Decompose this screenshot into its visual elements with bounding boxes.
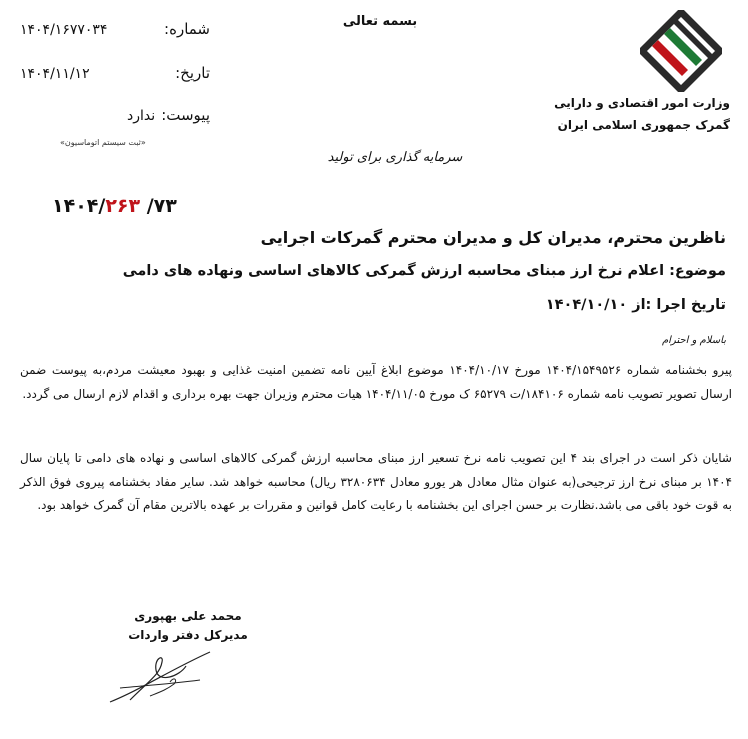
letter-number-row <box>20 20 210 38</box>
letter-number-label: شماره: <box>164 20 210 38</box>
year-motto: سرمایه گذاری برای تولید <box>327 150 463 165</box>
letter-date-label: تاریخ: <box>175 64 210 82</box>
reference-number <box>52 195 177 217</box>
automation-note: «ثبت سیستم اتوماسیون» <box>60 138 146 147</box>
ministry-name: وزارت امور اقتصادی و دارایی <box>554 96 730 110</box>
signer-name: محمد علی بهپوری <box>134 609 242 623</box>
signer-title: مدیرکل دفتر واردات <box>128 628 248 642</box>
salutation: باسلام و احترام <box>661 335 726 346</box>
handwritten-signature-icon <box>90 640 230 710</box>
basmala: بسمه تعالی <box>342 14 418 29</box>
customs-logo-icon <box>640 10 722 92</box>
reference-part-serial: ۲۶۳ <box>105 195 141 217</box>
attachment-label: پیوست: <box>161 106 210 124</box>
addressee: ناظرین محترم، مدیران کل و مدیران محترم گمرکات اجرایی <box>260 228 726 247</box>
reference-part-code: /۷۳ <box>140 195 177 217</box>
body-paragraph-1: پیرو بخشنامه شماره ۱۴۰۴/۱۵۴۹۵۲۶ مورخ ۱۴۰۴/۱۰/۱۷ موضوع ابلاغ آیین نامه تضمین امنیت غذایی و بهبود معیشت مردم،به پیوست ضمن ارسال تصویر تصویب نامه شماره ۱۸۴۱۰۶/ت ۶۵۲۷۹ ک مورخ ۱۴۰۴/۱۱/۰۵ هیات محترم وزیران جهت بهره برداری و اقدام لازم ارسال می گردد. <box>20 363 733 401</box>
attachment-row <box>20 106 210 124</box>
letter-date-row <box>20 64 210 82</box>
attachment-value: ندارد <box>127 108 156 124</box>
letter-number-value: ۱۴۰۴/۱۶۷۷۰۳۴ <box>20 22 108 38</box>
subject-line: موضوع: اعلام نرخ ارز مبنای محاسبه ارزش گمرکی کالاهای اساسی ونهاده های دامی <box>122 263 726 279</box>
execution-date: تاریخ اجرا :از ۱۴۰۴/۱۰/۱۰ <box>545 297 726 313</box>
ministry-block <box>510 92 730 136</box>
customs-name: گمرک جمهوری اسلامی ایران <box>557 118 730 132</box>
reference-part-year: ۱۴۰۴/ <box>52 195 106 217</box>
body-paragraph-2: شایان ذکر است در اجرای بند ۴ این تصویب نامه نرخ تسعیر ارز مبنای محاسبه ارزش گمرکی کالاهای اساسی و نهاده های دامی تا پایان سال ۱۴۰۴ بر مبنای نرخ ارز ترجیحی(به عنوان مثال معادل هر یورو معادل ۳۲۸۰۶۳۴ ریال) محاسبه خواهد شد. سایر مفاد بخشنامه پیروی فوق الذکر به قوت خود باقی می باشد.نظارت بر حسن اجرای این بخشنامه با رعایت کامل قوانین و مقررات بر عهده بالاترین مقام آن گمرک خواهد بود. <box>20 451 732 512</box>
letter-date-value: ۱۴۰۴/۱۱/۱۲ <box>20 66 90 82</box>
